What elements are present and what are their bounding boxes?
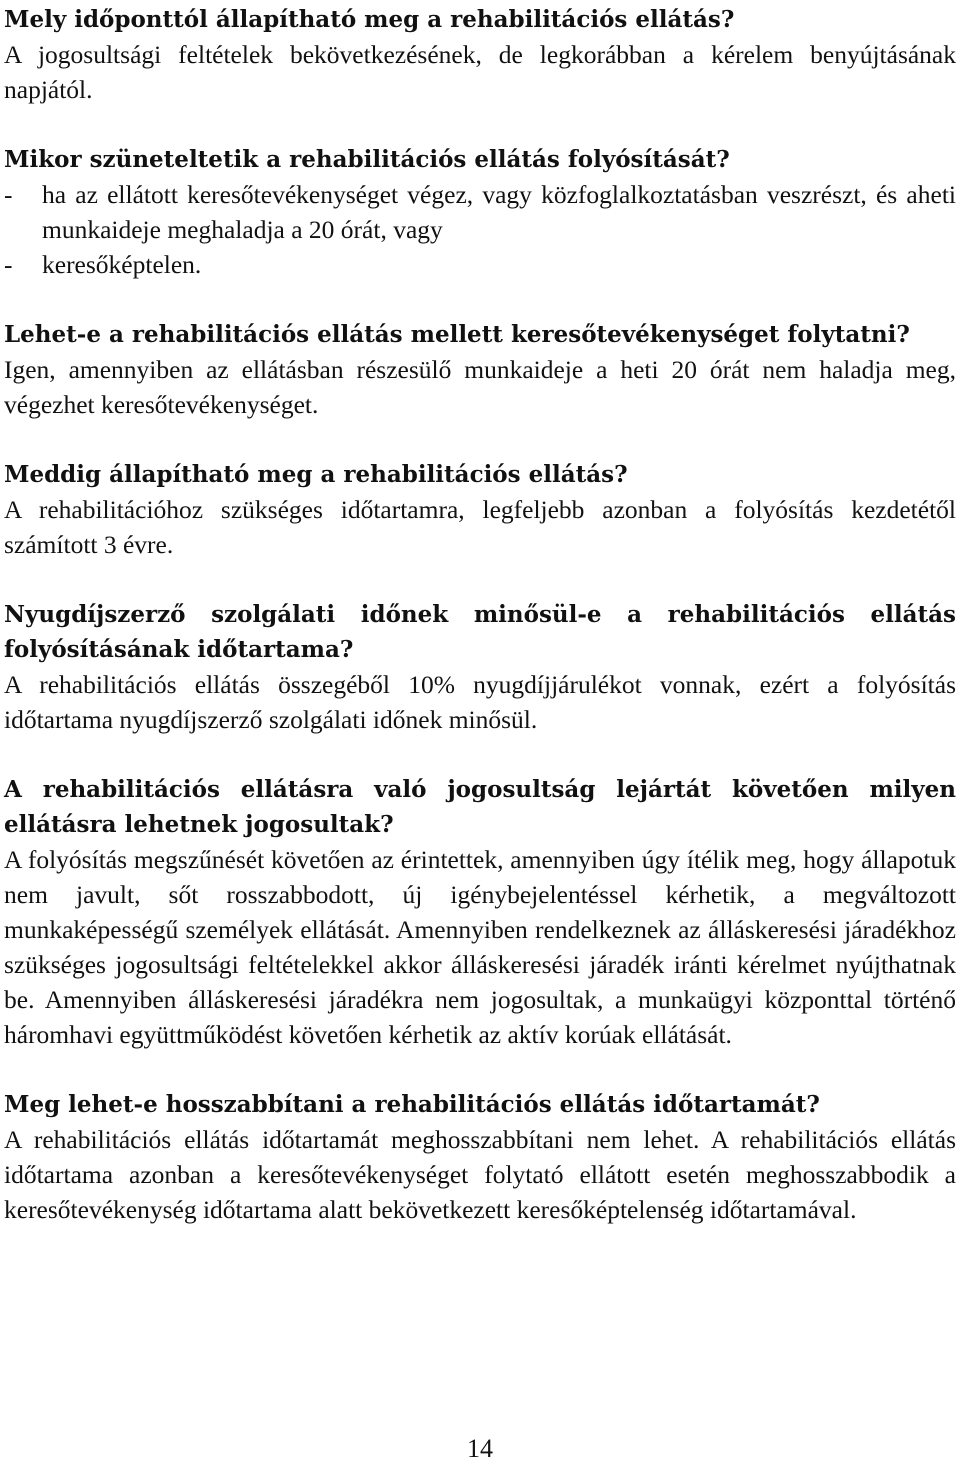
question-heading: A rehabilitációs ellátásra való jogosultság lejártát követően milyen ellátásra lehetnek jogosultak? <box>4 776 956 838</box>
list-item <box>4 247 956 282</box>
section-work-allowed <box>4 317 956 422</box>
question-heading: Meg lehet-e hosszabbítani a rehabilitációs ellátás időtartamát? <box>4 1091 820 1118</box>
list-dash: - <box>4 250 13 279</box>
list-item-text: ha az ellátott keresőtevékenységet végez, vagy közfoglalkoztatásban veszrészt, és aheti munkaideje meghaladja a 20 órát, vagy <box>42 180 956 244</box>
section-duration <box>4 457 956 562</box>
answer-text: A folyósítás megszűnését követően az érintettek, amennyiben úgy ítélik meg, hogy állapotuk nem javult, sőt rosszabbodott, új igénybejelentéssel kérhetik, a megváltozott munkaképességű személyek ellátását. Amennyiben rendelkeznek az álláskeresési járadékhoz szükséges jogosultsági feltételekkel akkor álláskeresési járadék iránti kérelmet nyújthatnak be. Amennyiben álláskeresési járadékra nem jogosultak, a munkaügyi központtal történő háromhavi együttműködést követően kérhetik az aktív korúak ellátását. <box>4 845 956 1049</box>
section-start-date <box>4 2 956 107</box>
answer-text: A rehabilitációs ellátás időtartamát meghosszabbítani nem lehet. A rehabilitációs ellátás időtartama azonban a keresőtevékenységet folytató ellátott esetén meghosszabbodik a keresőtevékenység időtartama alatt bekövetkezett keresőképtelenség időtartamával. <box>4 1125 956 1224</box>
section-pension-service <box>4 597 956 737</box>
question-heading: Meddig állapítható meg a rehabilitációs ellátás? <box>4 461 628 488</box>
answer-text: Igen, amennyiben az ellátásban részesülő munkaideje a heti 20 órát nem haladja meg, végezhet keresőtevékenységet. <box>4 355 956 419</box>
section-extension <box>4 1087 956 1227</box>
question-heading: Nyugdíjszerző szolgálati időnek minősül-e a rehabilitációs ellátás folyósításának időtartama? <box>4 601 956 663</box>
answer-text: A rehabilitációs ellátás összegéből 10% nyugdíjjárulékot vonnak, ezért a folyósítás időtartama nyugdíjszerző szolgálati időnek minősül. <box>4 670 956 734</box>
question-heading: Lehet-e a rehabilitációs ellátás mellett keresőtevékenységet folytatni? <box>4 321 910 348</box>
list-item-text: keresőképtelen. <box>42 250 202 279</box>
list-dash: - <box>4 180 13 209</box>
answer-text: A rehabilitációhoz szükséges időtartamra, legfeljebb azonban a folyósítás kezdetétől számított 3 évre. <box>4 495 956 559</box>
question-heading: Mikor szüneteltetik a rehabilitációs ellátás folyósítását? <box>4 146 730 173</box>
list-item <box>4 177 956 247</box>
question-heading: Mely időponttól állapítható meg a rehabilitációs ellátás? <box>4 6 735 33</box>
section-suspension <box>4 142 956 282</box>
section-after-expiry <box>4 772 956 1052</box>
answer-text: A jogosultsági feltételek bekövetkezésének, de legkorábban a kérelem benyújtásának napjától. <box>4 40 956 104</box>
document-page <box>4 2 956 1227</box>
page-number: 14 <box>467 1434 493 1463</box>
